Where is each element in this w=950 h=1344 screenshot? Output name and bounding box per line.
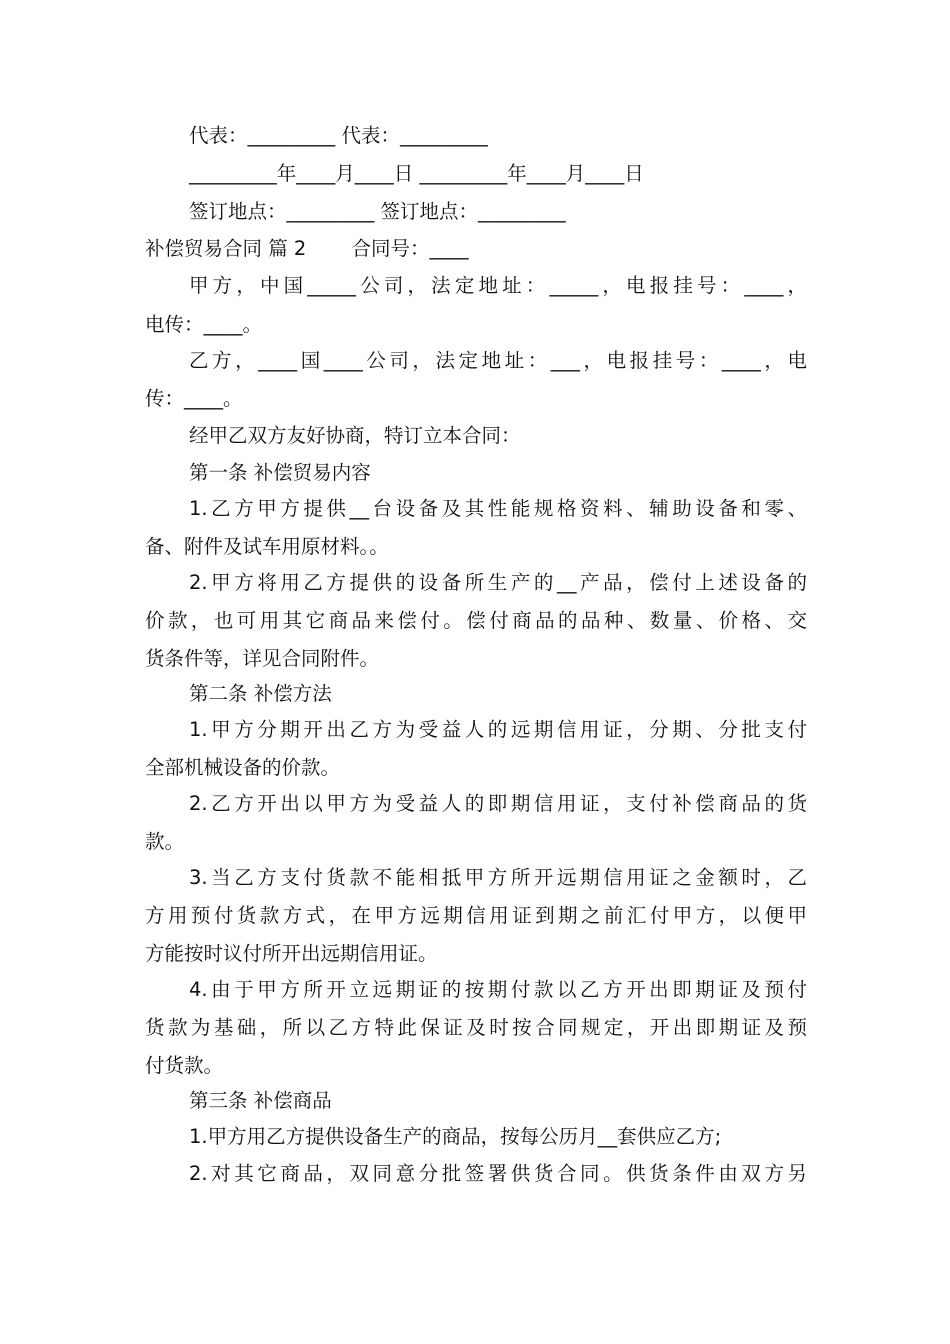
article-1-heading: 第一条 补偿贸易内容 xyxy=(189,461,371,484)
article-1-item-2-line-1: 2.甲方将用乙方提供的设备所生产的__产品，偿付上述设备的 xyxy=(189,571,807,594)
party-b-line-1: 乙方，____国____公司，法定地址：___，电报挂号：____，电 xyxy=(189,349,807,372)
article-2-item-4-line-1: 4.由于甲方所开立远期证的按期付款以乙方开出即期证及预付 xyxy=(189,978,807,1001)
party-a-line-2: 电传：____。 xyxy=(145,313,263,336)
article-1-item-1-line-2: 备、附件及试车用原材料。。 xyxy=(145,535,389,558)
article-1-item-2-line-3: 货条件等，详见合同附件。 xyxy=(145,647,380,670)
article-1-item-2-line-2: 价款，也可用其它商品来偿付。偿付商品的品种、数量、价格、交 xyxy=(145,609,807,632)
article-2-item-2-line-2: 款。 xyxy=(145,830,185,853)
contract-title-line: 补偿贸易合同 篇 2 合同号：____ xyxy=(145,237,469,260)
article-3-heading: 第三条 补偿商品 xyxy=(189,1089,332,1112)
article-2-heading: 第二条 补偿方法 xyxy=(189,682,332,705)
article-2-item-4-line-3: 付货款。 xyxy=(145,1054,224,1077)
article-2-item-3-line-2: 方用预付货款方式，在甲方远期信用证到期之前汇付甲方，以便甲 xyxy=(145,904,807,927)
article-2-item-3-line-3: 方能按时议付所开出远期信用证。 xyxy=(145,942,438,965)
signature-representative-line: 代表：_________ 代表：_________ xyxy=(189,124,488,147)
signature-place-line: 签订地点：_________ 签订地点：_________ xyxy=(189,200,566,223)
article-1-item-1-line-1: 1.乙方甲方提供__台设备及其性能规格资料、辅助设备和零、 xyxy=(189,497,807,520)
article-3-item-1-line-1: 1.甲方用乙方提供设备生产的商品，按每公历月__套供应乙方; xyxy=(189,1125,722,1148)
party-a-line-1: 甲方，中国_____公司，法定地址：_____，电报挂号：____， xyxy=(189,274,807,297)
party-b-line-2: 传：____。 xyxy=(145,387,243,410)
preamble-line: 经甲乙双方友好协商，特订立本合同： xyxy=(189,424,521,447)
article-2-item-1-line-2: 全部机械设备的价款。 xyxy=(145,756,341,779)
article-2-item-2-line-1: 2.乙方开出以甲方为受益人的即期信用证，支付补偿商品的货 xyxy=(189,792,807,815)
signature-date-line: _________年____月____日 _________年____月____日 xyxy=(189,162,644,185)
article-3-item-2-line-1: 2.对其它商品，双同意分批签署供货合同。供货条件由双方另 xyxy=(189,1162,807,1185)
article-2-item-4-line-2: 货款为基础，所以乙方特此保证及时按合同规定，开出即期证及预 xyxy=(145,1016,807,1039)
article-2-item-3-line-1: 3.当乙方支付货款不能相抵甲方所开远期信用证之金额时，乙 xyxy=(189,866,807,889)
article-2-item-1-line-1: 1.甲方分期开出乙方为受益人的远期信用证，分期、分批支付 xyxy=(189,718,807,741)
